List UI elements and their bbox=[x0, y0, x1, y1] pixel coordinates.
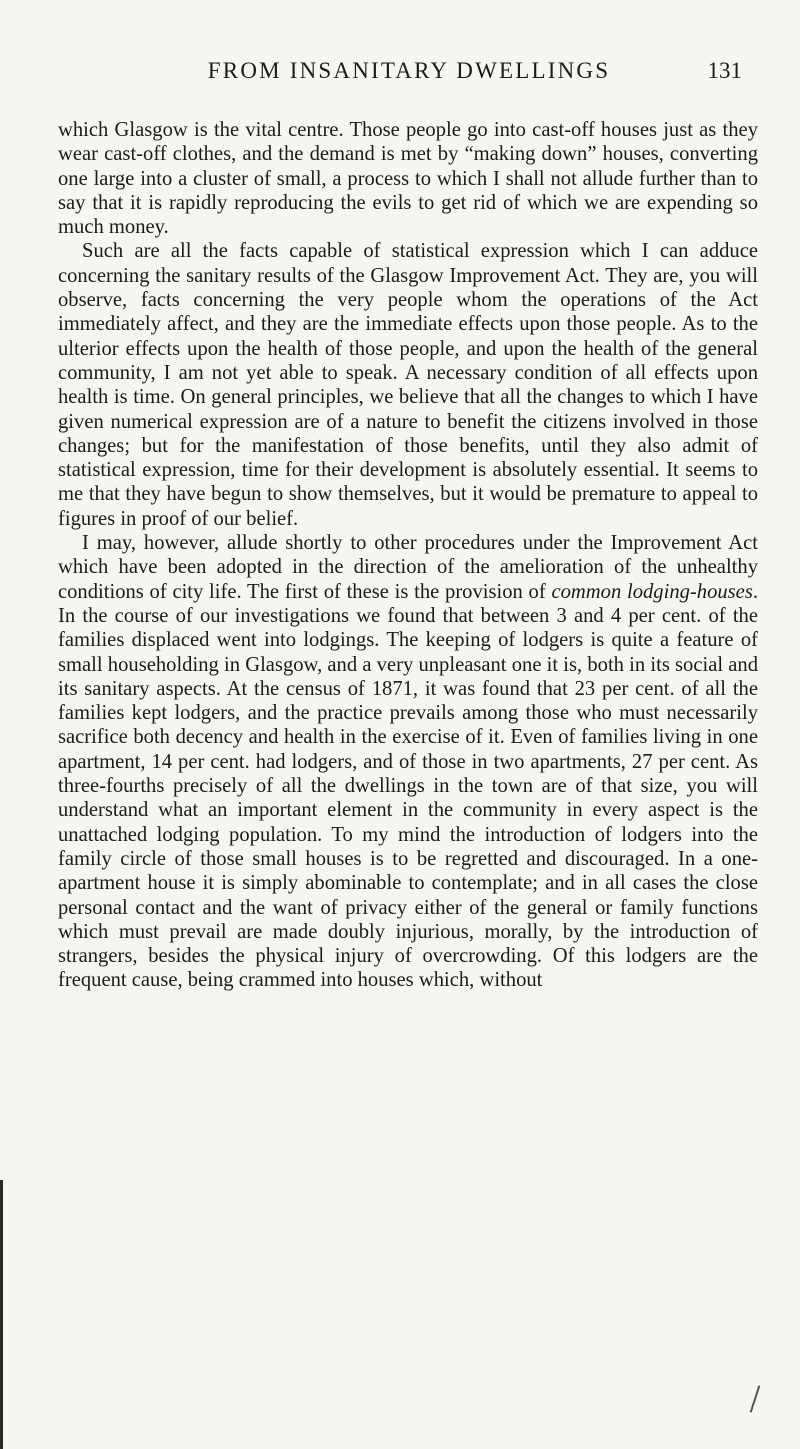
paragraph-3-text-before: I may, however, allude shortly to other procedures under the Improvement Act which have been adopted in the direction of the amelioration of the unhealthy conditions of city life. The first of these is the provision of bbox=[58, 532, 758, 603]
page-header bbox=[58, 58, 760, 98]
scan-edge-line bbox=[0, 1180, 3, 1449]
paragraph-3-emphasis: common lodging-houses bbox=[551, 580, 753, 603]
paragraph-2: Such are all the facts capable of statistical expression which I can adduce concerning the sanitary results of the Glasgow Improvement Act. They are, you will observe, facts concerning the very people whom the operations of the Act immediately affect, and they are the immediate effects upon those people. As to the ulterior effects upon the health of those people, and upon the health of the general community, I am not yet able to speak. A necessary condition of all effects upon health is time. On general principles, we believe that all the changes to which I have given numerical expression are of a nature to benefit the citizens involved in those changes; but for the manifestation of those benefits, until they also admit of statistical expression, time for their development is absolutely essential. It seems to me that they have begun to show themselves, but it would be premature to appeal to figures in proof of our belief. bbox=[58, 240, 758, 530]
body-text bbox=[58, 118, 758, 993]
page-number: 131 bbox=[707, 58, 742, 83]
margin-pen-mark bbox=[750, 1385, 761, 1412]
running-head: FROM INSANITARY DWELLINGS bbox=[207, 58, 611, 83]
paragraph-3 bbox=[58, 531, 758, 993]
paragraph-1: which Glasgow is the vital centre. Those people go into cast-off houses just as they wear cast-off clothes, and the demand is met by “making down” houses, converting one large into a cluster of small, a process to which I shall not allude further than to say that it is rapidly reproducing the evils to get rid of which we are expending so much money. bbox=[58, 119, 758, 239]
paragraph-3-text-after: . In the course of our investigations we found that between 3 and 4 per cent. of the families displaced went into lodgings. The keeping of lodgers is quite a feature of small householding in Glasgow, and a very unpleasant one it is, both in its social and its sanitary aspects. At the census of 1871, it was found that 23 per cent. of all the families kept lodgers, and the practice prevails among those who must necessarily sacrifice both decency and health in the exercise of it. Even of families living in one apartment, 14 per cent. had lodgers, and of those in two apartments, 27 per cent. As three-fourths precisely of all the dwellings in the town are of that size, you will understand what an important element in the community in every aspect is the unattached lodging population. To my mind the introduction of lodgers into the family circle of those small houses is to be regretted and discouraged. In a one-apartment house it is simply abominable to contemplate; and in all cases the close personal contact and the want of privacy either of the general or family functions which must prevail are made doubly injurious, morally, by the introduction of strangers, besides the physical injury of overcrowding. Of this lodgers are the frequent cause, being crammed into houses which, without bbox=[58, 580, 758, 992]
